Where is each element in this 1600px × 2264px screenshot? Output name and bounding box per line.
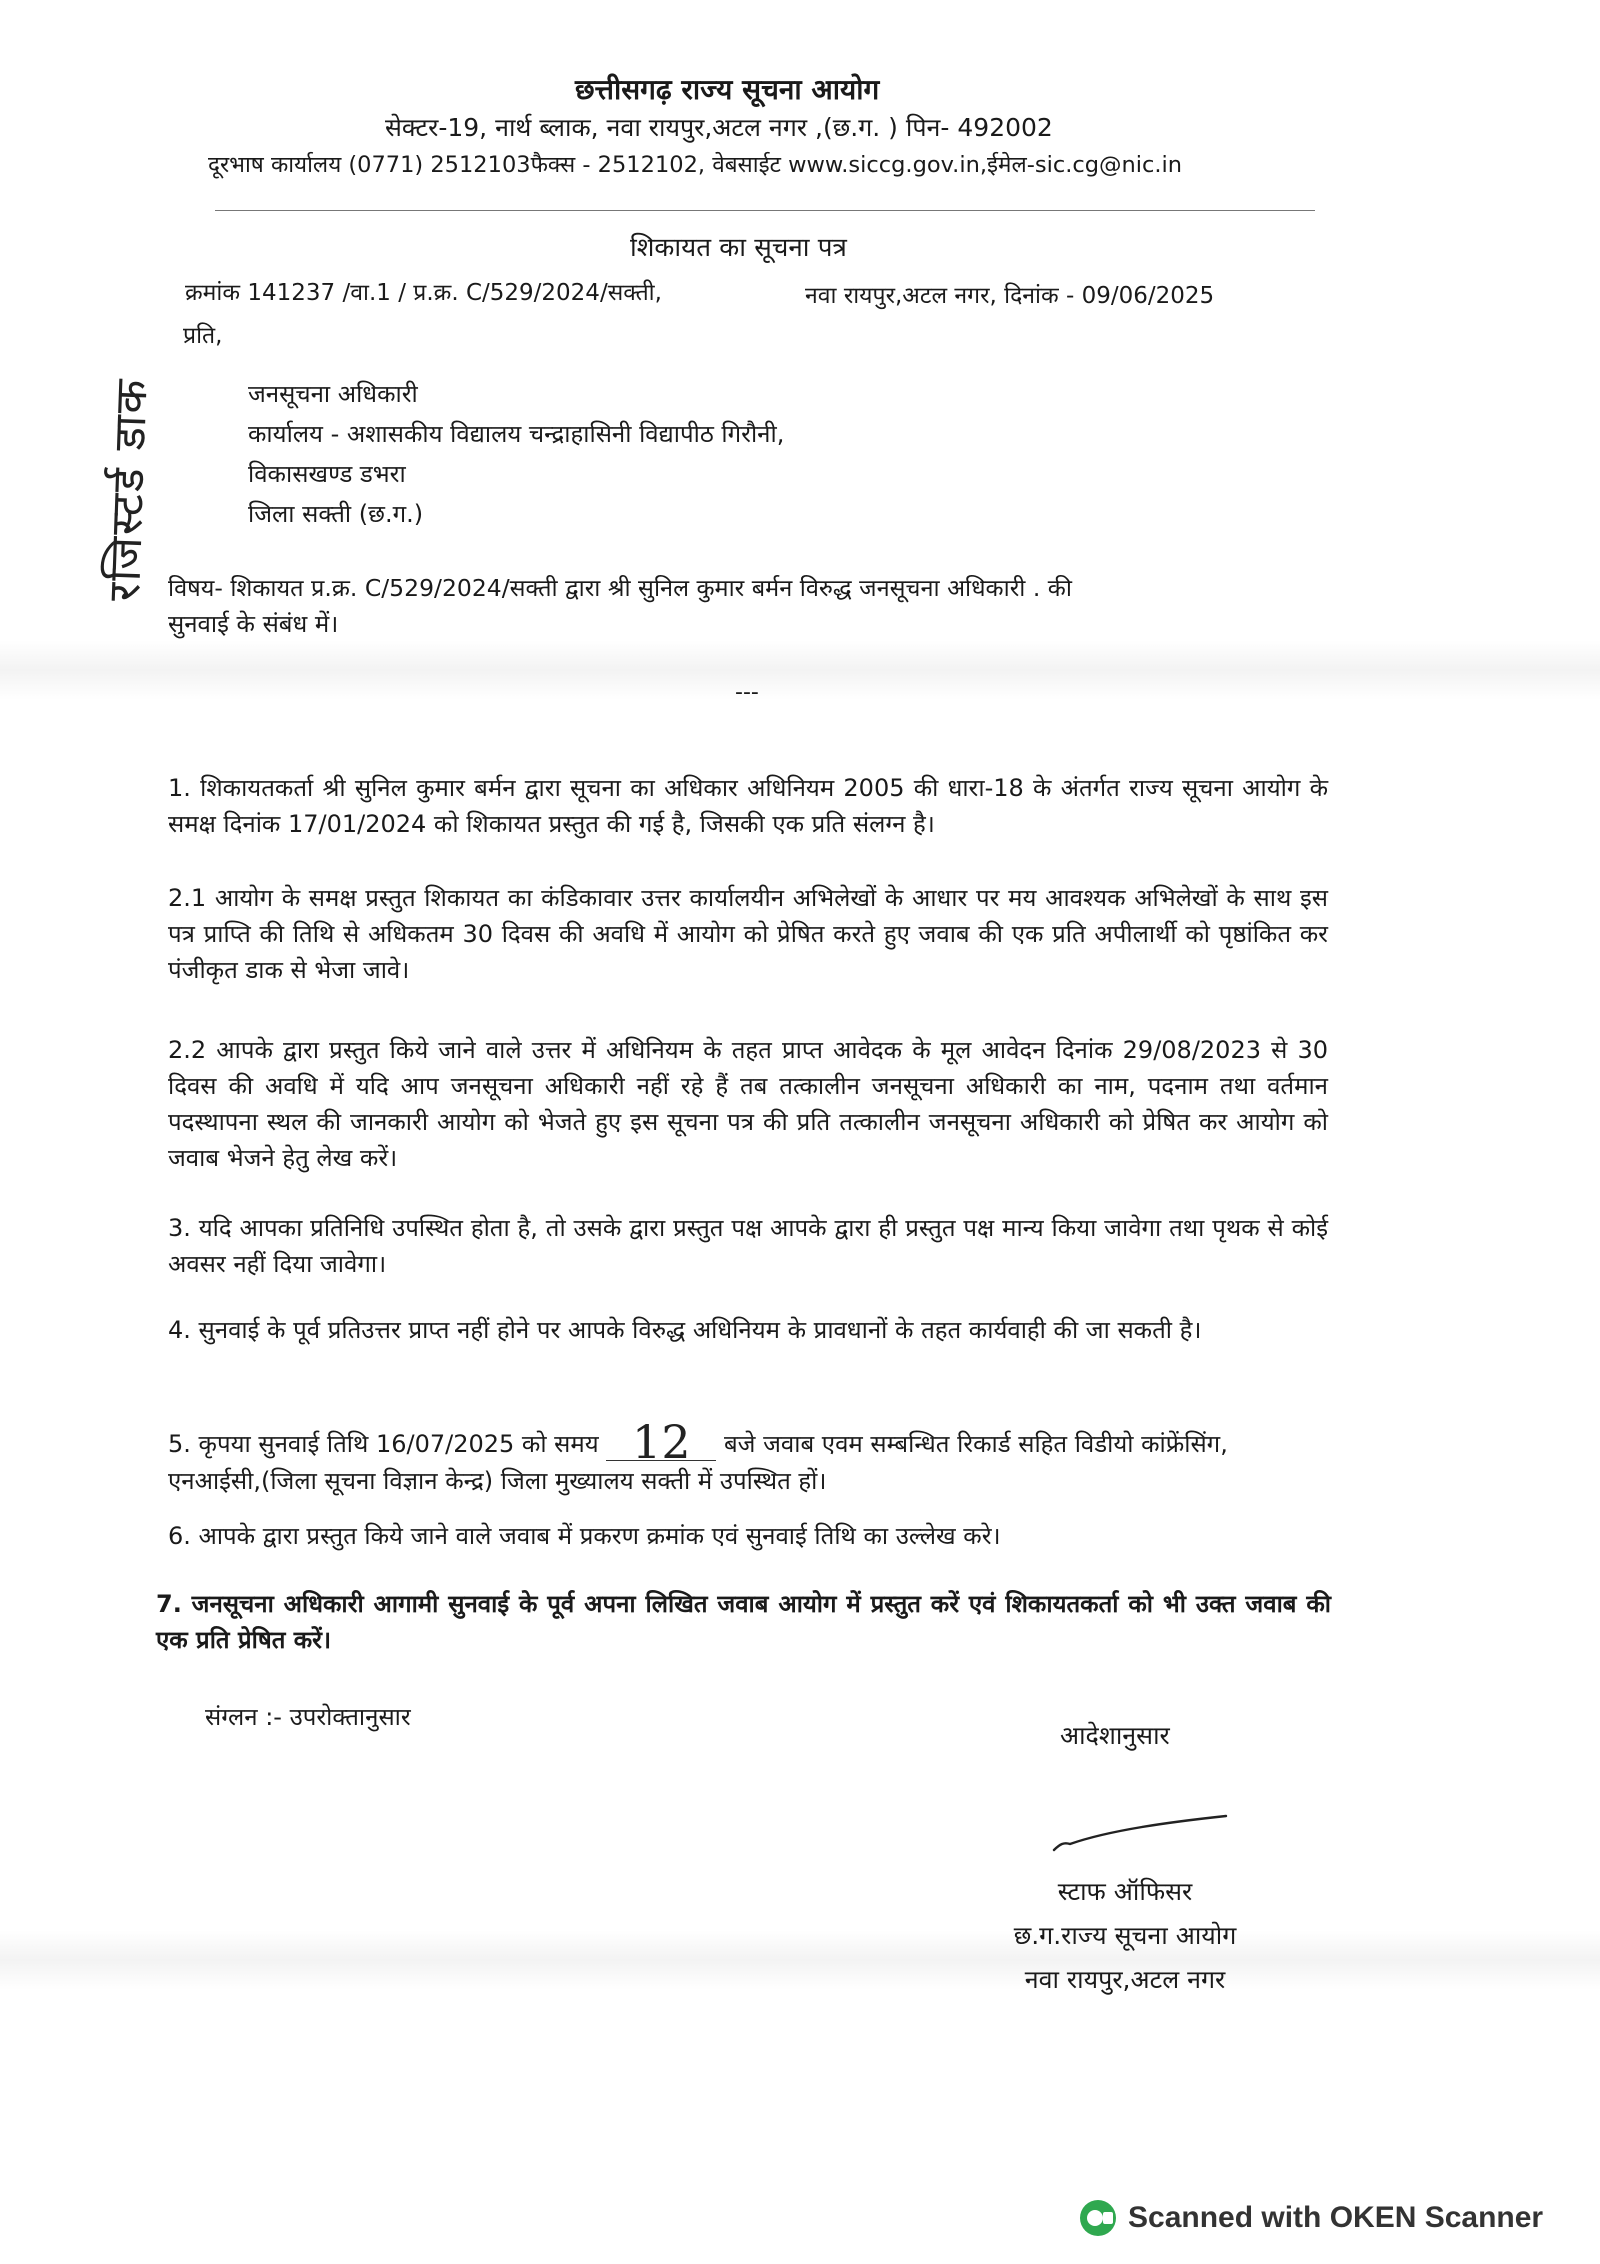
letter-title: शिकायत का सूचना पत्र [630, 233, 847, 263]
paragraph-1: 1. शिकायतकर्ता श्री सुनिल कुमार बर्मन द्वारा सूचना का अधिकार अधिनियम 2005 की धारा-18 के अंतर्गत राज्य सूचना आयोग के समक्ष दिनांक 17/01/2024 को शिकायत प्रस्तुत की गई है, जिसकी एक प्रति संलग्न है। [168, 774, 1328, 838]
signatory-designation: स्टाफ ऑफिसर [1057, 1877, 1193, 1906]
addressee-line-4: जिला सक्ती (छ.ग.) [248, 500, 424, 528]
paragraph-2-1: 2.1 आयोग के समक्ष प्रस्तुत शिकायत का कंडिकावार उत्तर कार्यालयीन अभिलेखों के आधार पर मय आवश्यक अभिलेखों के साथ इस पत्र प्राप्ति की तिथि से अधिकतम 30 दिवस की अवधि में आयोग को प्रेषित करते हुए जवाब की एक प्रति अपीलार्थी को पृष्ठांकित कर पंजीकृत डाक से भेजा जावे। [168, 884, 1328, 984]
registered-post-stamp: रजिस्टर्ड डाक [98, 376, 158, 603]
header-divider [215, 210, 1315, 211]
scan-shade [0, 1930, 1600, 1990]
signatory-place: नवा रायपुर,अटल नगर [1024, 1965, 1226, 1994]
place-date: नवा रायपुर,अटल नगर, दिनांक - 09/06/2025 [805, 283, 1215, 309]
addressee-line-1: जनसूचना अधिकारी [248, 380, 418, 408]
signature-mark [1050, 1800, 1230, 1860]
addressee-line-2: कार्यालय - अशासकीय विद्यालय चन्द्राहासिनी विद्यापीठ गिरौनी, [248, 420, 785, 448]
signatory-organization: छ.ग.राज्य सूचना आयोग [1013, 1921, 1237, 1950]
scanner-watermark: Scanned with OKEN Scanner [1128, 2201, 1544, 2234]
addressee-line-3: विकासखण्ड डभरा [248, 460, 406, 488]
enclosure-note: संग्लन :- उपरोक्तानुसार [205, 1703, 411, 1731]
org-contact: दूरभाष कार्यालय (0771) 2512103फैक्स - 2512102, वेबसाईट www.siccg.gov.in,ईमेल-sic.cg@nic.in [208, 152, 1183, 178]
order-note: आदेशानुसार [1060, 1721, 1170, 1750]
hearing-time-handwritten: 12 [632, 1415, 691, 1469]
paragraph-5 [168, 1415, 1328, 1499]
signature-block [960, 1870, 1290, 2002]
subject-line-1: विषय- शिकायत प्र.क्र. C/529/2024/सक्ती द्वारा श्री सुनिल कुमार बर्मन विरुद्ध जनसूचना अधिकारी . की [168, 574, 1072, 602]
salutation: प्रति, [183, 323, 223, 349]
separator: --- [735, 680, 759, 705]
hearing-time-blank [606, 1415, 716, 1469]
scan-shade [0, 640, 1600, 700]
paragraph-7: 7. जनसूचना अधिकारी आगामी सुनवाई के पूर्व अपना लिखित जवाब आयोग में प्रस्तुत करें एवं शिकायतकर्ता को भी उक्त जवाब की एक प्रति प्रेषित करें। [156, 1590, 1331, 1654]
paragraph-2-2: 2.2 आपके द्वारा प्रस्तुत किये जाने वाले उत्तर में अधिनियम के तहत प्राप्त आवेदक के मूल आवेदन दिनांक 29/08/2023 से 30 दिवस की अवधि में यदि आप जनसूचना अधिकारी नहीं रहे हैं तब तत्कालीन जनसूचना अधिकारी का नाम, पदनाम तथा वर्तमान पदस्थापना स्थल की जानकारी आयोग को भेजते हुए इस सूचना पत्र की प्रति तत्कालीन जनसूचना अधिकारी को प्रेषित कर आयोग को जवाब भेजने हेतु लेख करें। [168, 1036, 1328, 1172]
paragraph-5-text-after: बजे जवाब एवम सम्बन्धित रिकार्ड सहित विडीयो कांफ्रेंसिंग, एनआईसी,(जिला सूचना विज्ञान केन्द्र) जिला मुख्यालय सक्ती में उपस्थित हों। [168, 1430, 1228, 1495]
org-name: छत्तीसगढ़ राज्य सूचना आयोग [575, 73, 880, 106]
paragraph-6: 6. आपके द्वारा प्रस्तुत किये जाने वाले जवाब में प्रकरण क्रमांक एवं सुनवाई तिथि का उल्लेख करे। [168, 1522, 1001, 1550]
paragraph-5-text-before: 5. कृपया सुनवाई तिथि 16/07/2025 को समय [168, 1430, 599, 1458]
scanner-logo-icon [1078, 2198, 1118, 2238]
paragraph-3: 3. यदि आपका प्रतिनिधि उपस्थित होता है, तो उसके द्वारा प्रस्तुत पक्ष आपके द्वारा ही प्रस्तुत पक्ष मान्य किया जावेगा तथा पृथक से कोई अवसर नहीं दिया जावेगा। [168, 1214, 1328, 1278]
org-address: सेक्टर-19, नार्थ ब्लाक, नवा रायपुर,अटल नगर ,(छ.ग. ) पिन- 492002 [385, 113, 1053, 142]
reference-number: क्रमांक 141237 /वा.1 / प्र.क्र. C/529/2024/सक्ती, [185, 280, 662, 306]
subject-line-2: सुनवाई के संबंध में। [168, 610, 339, 638]
paragraph-4: 4. सुनवाई के पूर्व प्रतिउत्तर प्राप्त नहीं होने पर आपके विरुद्ध अधिनियम के प्रावधानों के तहत कार्यवाही की जा सकती है। [168, 1316, 1202, 1344]
